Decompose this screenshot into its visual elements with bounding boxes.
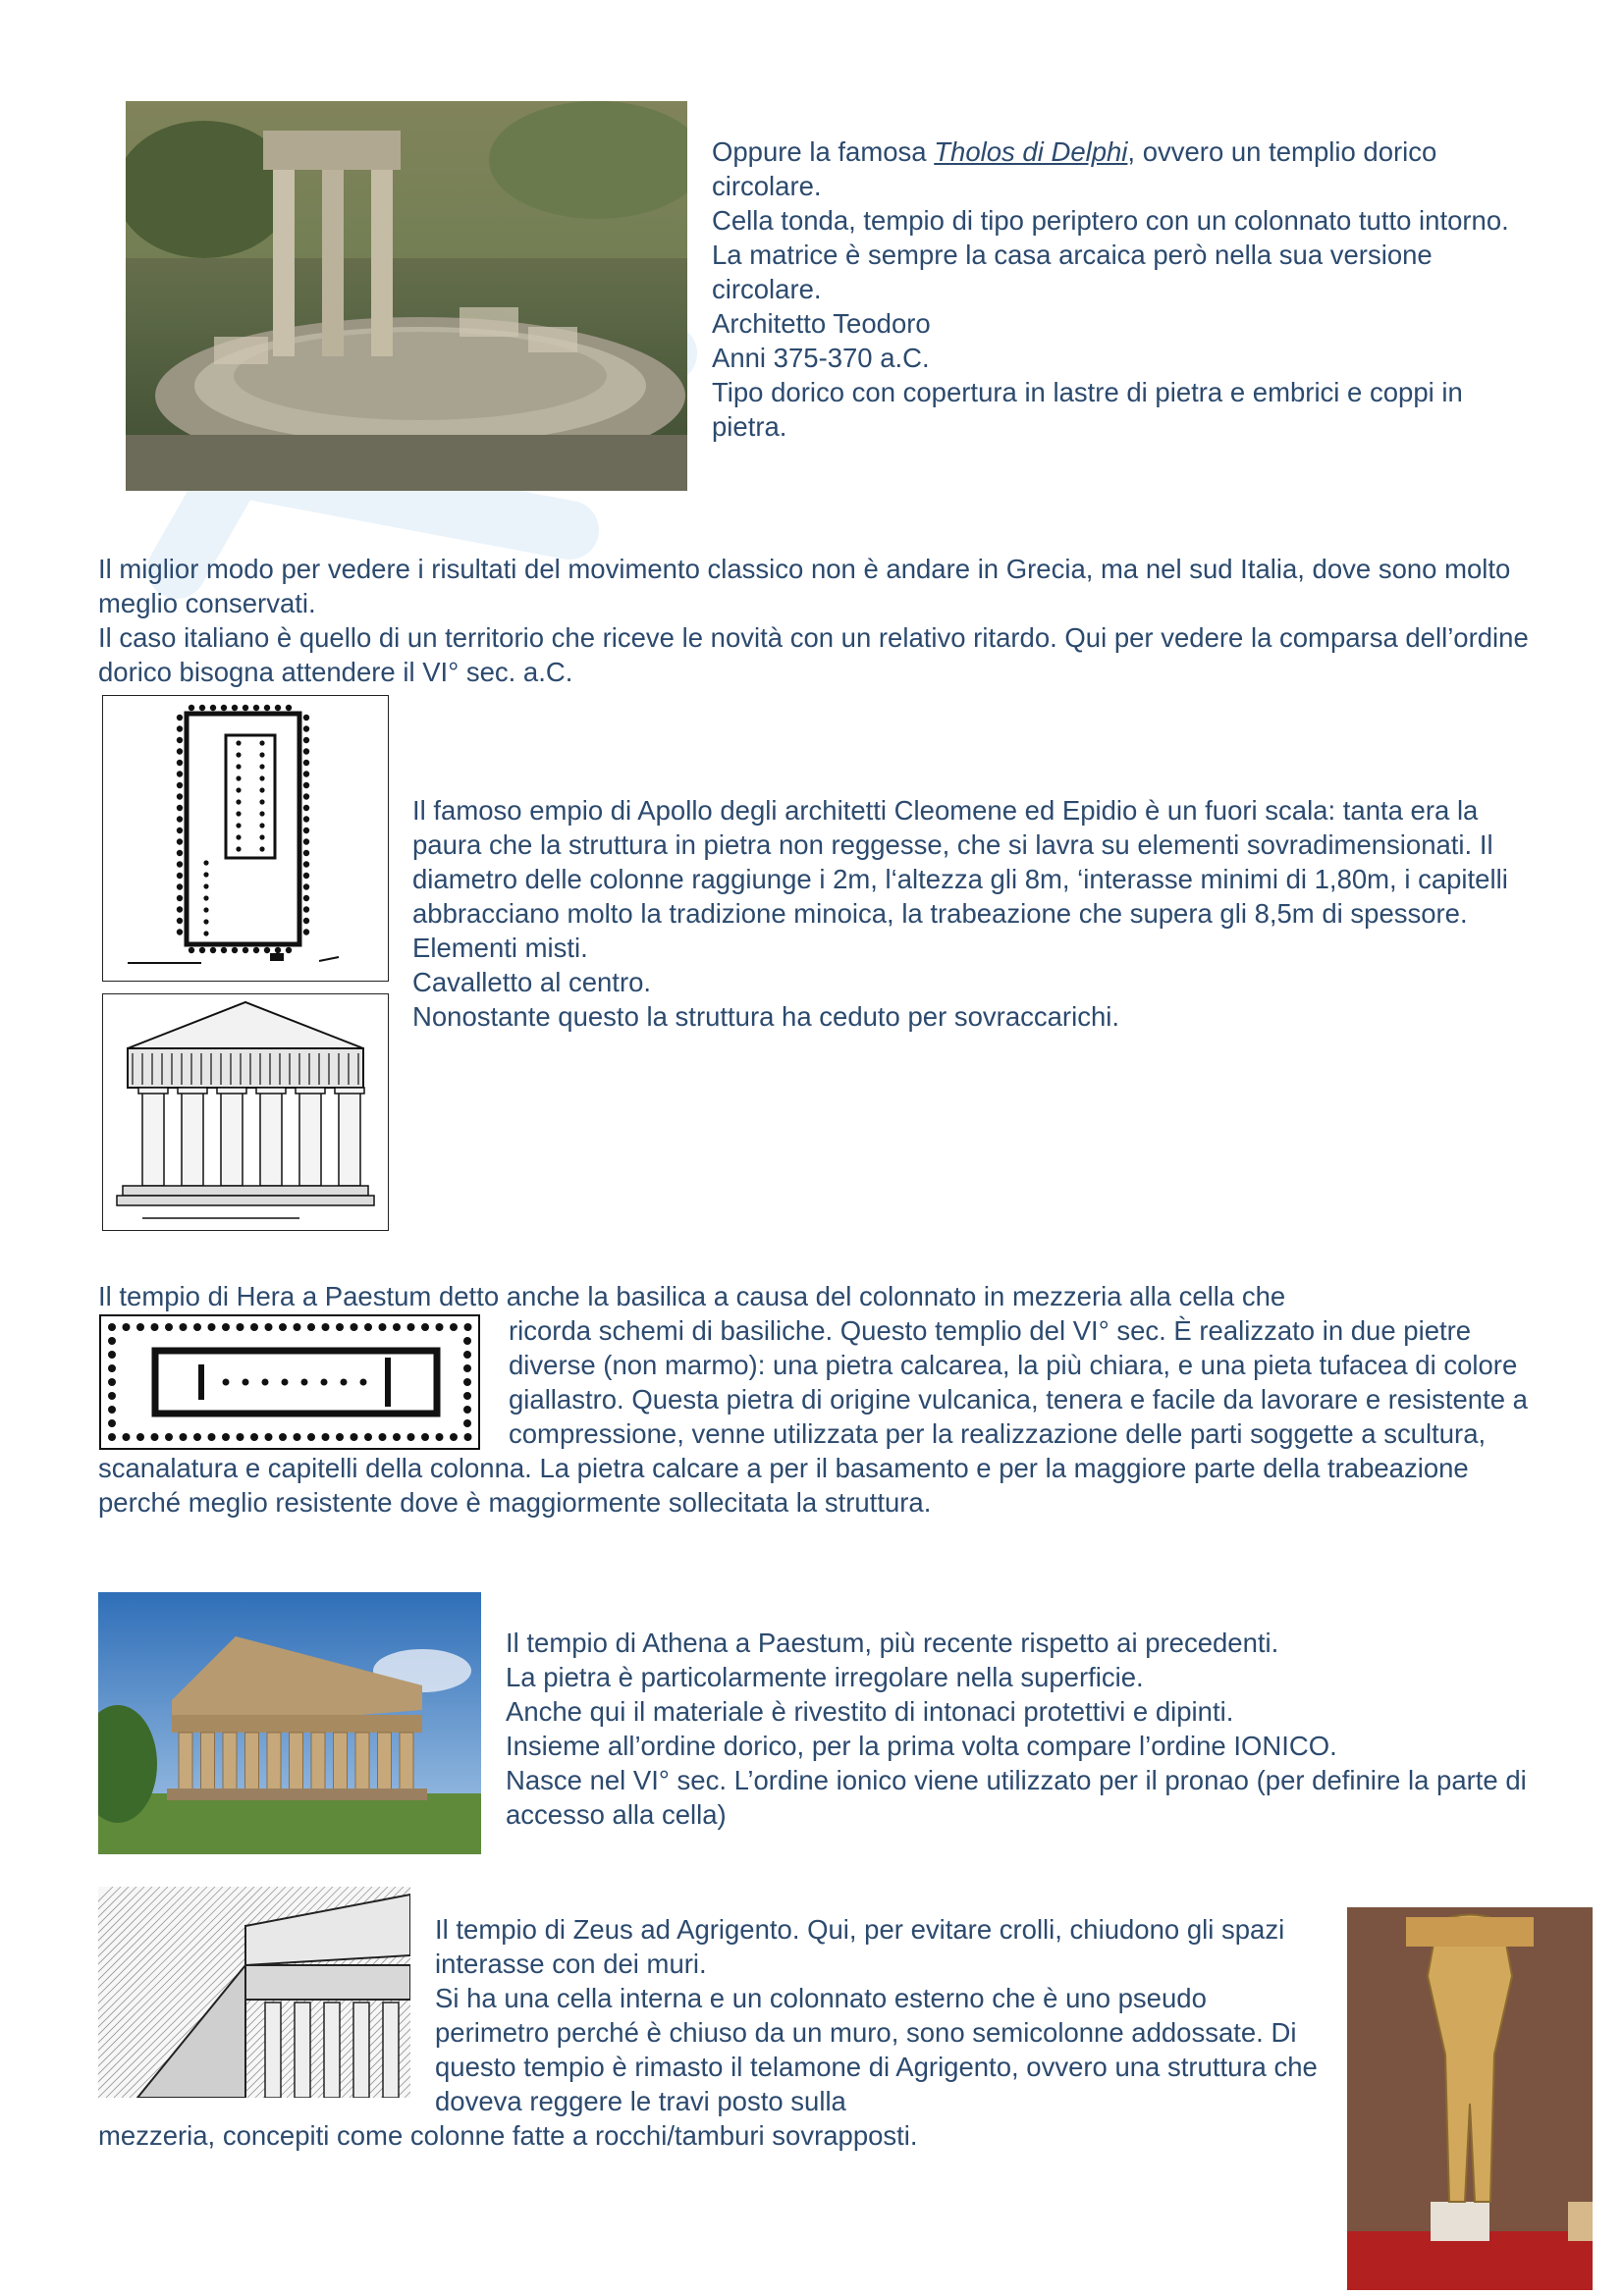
south-italy-p1: Il miglior modo per vedere i risultati del movimento classico non è andare in Grecia, ma nel sud Italia, dove sono molto meglio conservati. [98,554,1511,618]
zeus-text [435,1912,1319,2118]
zeus-text-continued [98,2118,1325,2153]
tholos-intro-end: , ovvero un templio dorico circolare. [712,136,1437,201]
zeus-drawing [98,1887,410,2098]
apollo-p4: Nonostante questo la struttura ha ceduto per sovraccarichi. [412,1001,1119,1032]
apollo-p1: Il famoso empio di Apollo degli architetti Cleomene ed Epidio è un fuori scala: tanta era la paura che la struttura in pietra non reggesse, che si lavra su elementi sovradimensionati. Il diametro delle colonne raggiunge i 2m, l‘altezza gli 8m, ‘interasse minimi di 1,80m, i capitelli abbracciano molto la tradizione minoica, la trabeazione che supera gli 8,5m di spessore. [412,795,1508,929]
athena-line: Il tempio di Athena a Paestum, più recente rispetto ai precedenti. [506,1628,1279,1658]
tholos-intro-start: Oppure la famosa [712,136,935,167]
hera-first-line: Il tempio di Hera a Paestum detto anche la basilica a causa del colonnato in mezzeria alla cella che [98,1281,1286,1311]
athena-line: Anche qui il materiale è rivestito di intonaci protettivi e dipinti. [506,1696,1234,1727]
apollo-text [412,793,1542,1034]
tholos-line: Architetto Teodoro [712,308,931,339]
apollo-elevation-drawing [102,993,389,1231]
tholos-line: Anni 375-370 a.C. [712,343,930,373]
apollo-p3: Cavalletto al centro. [412,967,652,997]
zeus-line1: Il tempio di Zeus ad Agrigento. Qui, per evitare crolli, chiudono gli spazi interasse con dei muri. [435,1914,1285,1979]
hera-rest: ricorda schemi di basiliche. Questo templio del VI° sec. È realizzato in due pietre diverse (non marmo): una pietra calcarea, la più chiara, e una pieta tufacea di colore giallastro. Questa pietra di origine vulcanica, tenera e facile da lavorare e resistente a compressione, venne utilizzata per la realizzazione delle parti soggette a scultura, scanalatura e capitelli della colonna. La pietra calcare a per il basamento e per la maggiore parte della trabeazione perché meglio resistente dove è maggiormente sollecitata la struttura. [98,1315,1528,1518]
tholos-line: Cella tonda, tempio di tipo periptero con un colonnato tutto intorno. La matrice è sempre la casa arcaica però nella sua versione circolare. [712,205,1509,304]
apollo-plan-drawing [102,695,389,982]
athena-line: La pietra è particolarmente irregolare nella superficie. [506,1662,1144,1692]
hera-plan-drawing [98,1313,481,1451]
tholos-photo [126,101,687,491]
zeus-line2a: Si ha una cella interna e un colonnato esterno che è uno pseudo perimetro perché è chiuso da un muro, sono semicolonne addossate. Di questo tempio è rimasto il telamone di Agrigento, ovvero una struttura che doveva reggere le travi posto sulla [435,1983,1318,2116]
south-italy-text [98,552,1542,689]
south-italy-p2: Il caso italiano è quello di un territorio che riceve le novità con un relativo ritardo. Qui per vedere la comparsa dell’ordine dorico bisogna attendere il VI° sec. a.C. [98,622,1529,687]
athena-text [506,1626,1546,1832]
athena-line: Nasce nel VI° sec. L’ordine ionico viene utilizzato per il pronao (per definire la parte di accesso alla cella) [506,1765,1527,1830]
athena-line: Insieme all’ordine dorico, per la prima volta compare l’ordine IONICO. [506,1731,1337,1761]
zeus-line2b: mezzeria, concepiti come colonne fatte a rocchi/tamburi sovrapposti. [98,2120,918,2151]
tholos-line: Tipo dorico con copertura in lastre di pietra e embrici e coppi in pietra. [712,377,1463,442]
athena-photo [98,1592,481,1854]
apollo-p2: Elementi misti. [412,933,588,963]
tholos-text [712,134,1537,444]
tholos-intro [712,134,1537,203]
hera-text [98,1279,1551,1520]
tholos-link[interactable]: Tholos di Delphi [934,136,1128,167]
telamone-photo [1347,1907,1593,2290]
